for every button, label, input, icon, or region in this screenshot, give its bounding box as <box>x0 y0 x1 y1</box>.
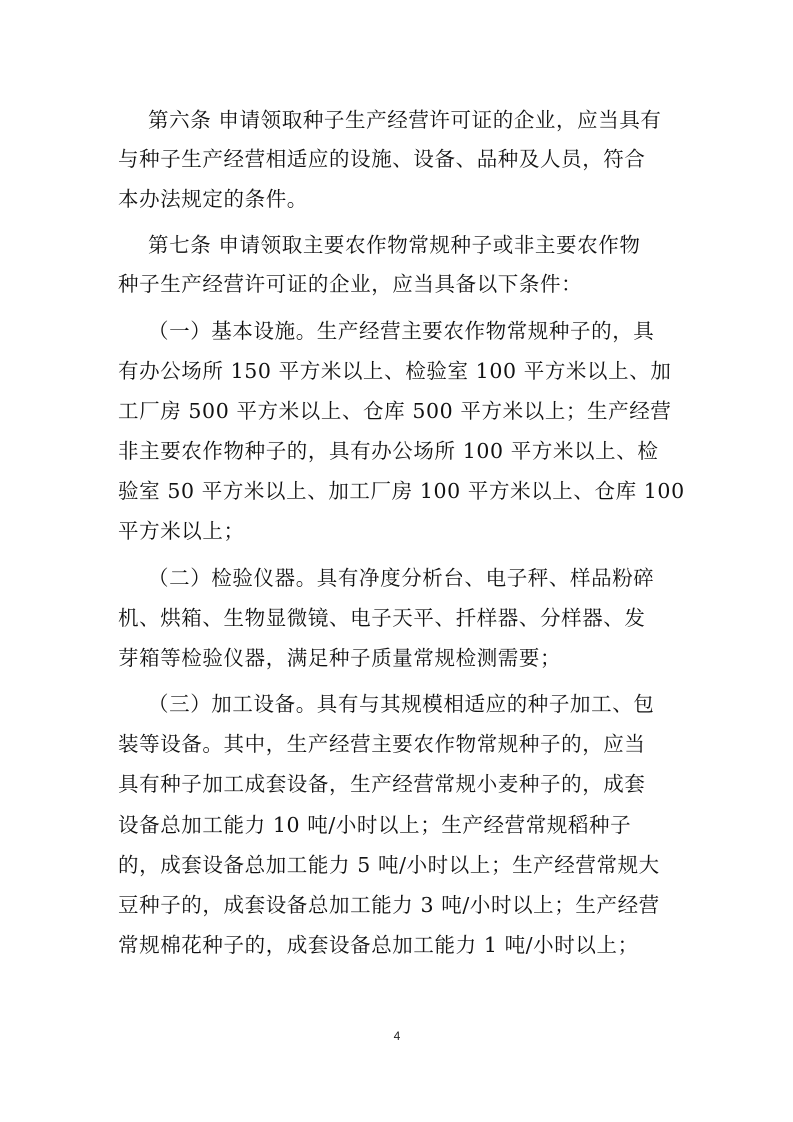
article-6-line-1: 第六条 申请领取种子生产经营许可证的企业，应当具有 <box>148 108 662 132</box>
item-2-line-3: 芽箱等检验仪器，满足种子质量常规检测需要； <box>118 646 562 670</box>
item-3-line-7: 常规棉花种子的，成套设备总加工能力 1 吨/小时以上； <box>118 933 639 957</box>
item-2-line-1: （二）检验仪器。具有净度分析台、电子秤、样品粉碎 <box>148 566 655 590</box>
item-3-line-4: 设备总加工能力 10 吨/小时以上；生产经营常规稻种子 <box>118 813 632 837</box>
item-1-line-4: 非主要农作物种子的，具有办公场所 100 平方米以上、检 <box>118 439 659 463</box>
item-3-line-3: 具有种子加工成套设备，生产经营常规小麦种子的，成套 <box>118 772 646 796</box>
page-number: 4 <box>393 1029 401 1043</box>
item-3-line-2: 装等设备。其中，生产经营主要农作物常规种子的，应当 <box>118 732 646 756</box>
item-1-line-5: 验室 50 平方米以上、加工厂房 100 平方米以上、仓库 100 <box>118 479 685 503</box>
article-7-line-1: 第七条 申请领取主要农作物常规种子或非主要农作物 <box>148 233 641 257</box>
item-2-line-2: 机、烘箱、生物显微镜、电子天平、扦样器、分样器、发 <box>118 606 646 630</box>
item-3-line-6: 豆种子的，成套设备总加工能力 3 吨/小时以上；生产经营 <box>118 893 660 917</box>
item-1-line-3: 工厂房 500 平方米以上、仓库 500 平方米以上；生产经营 <box>118 399 672 423</box>
item-3-line-1: （三）加工设备。具有与其规模相适应的种子加工、包 <box>148 692 655 716</box>
item-1-line-2: 有办公场所 150 平方米以上、检验室 100 平方米以上、加 <box>118 359 672 383</box>
article-6-line-2: 与种子生产经营相适应的设施、设备、品种及人员，符合 <box>118 147 646 171</box>
item-1-line-1: （一）基本设施。生产经营主要农作物常规种子的，具 <box>148 319 655 343</box>
article-7-line-2: 种子生产经营许可证的企业，应当具备以下条件： <box>118 272 583 296</box>
item-1-line-6: 平方米以上； <box>118 519 245 543</box>
item-3-line-5: 的，成套设备总加工能力 5 吨/小时以上；生产经营常规大 <box>118 853 660 877</box>
article-6-line-3: 本办法规定的条件。 <box>118 187 308 211</box>
